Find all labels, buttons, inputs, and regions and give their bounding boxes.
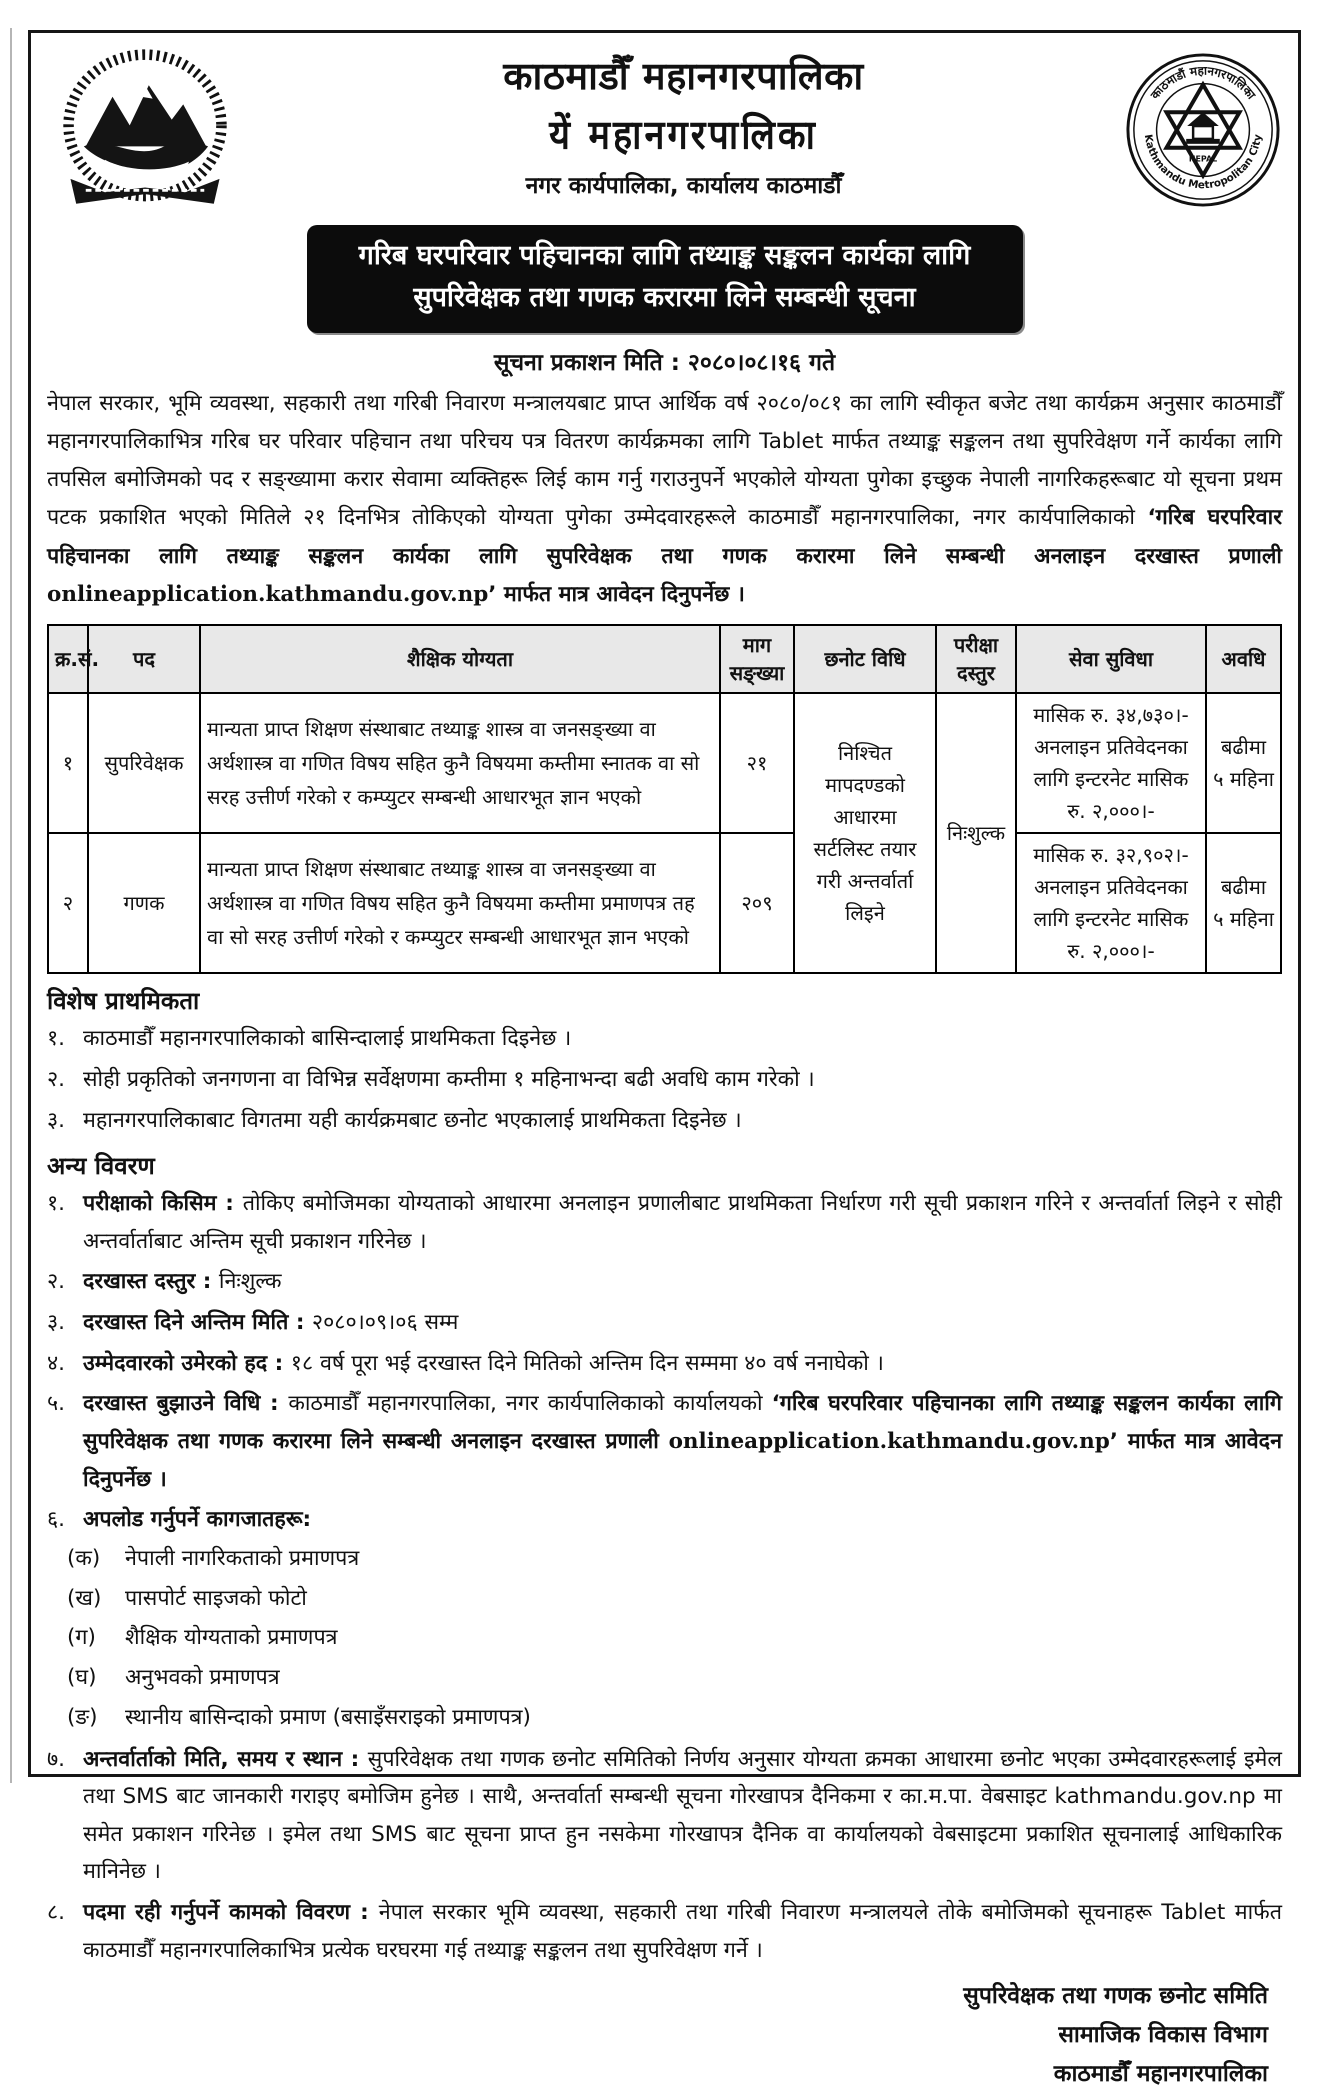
- row2-serial: २: [48, 833, 88, 973]
- banner-line-1: गरिब घरपरिवार पहिचानका लागि तथ्याङ्क सङ्कलन कार्यका लागि: [358, 240, 971, 271]
- upload-documents-list: [67, 1539, 1282, 1738]
- intro-tail-text: ’ मार्फत मात्र आवेदन दिनुपर्नेछ ।: [488, 582, 745, 608]
- item-body: १८ वर्ष पूरा भई दरखास्त दिने मितिको अन्तिम दिन सम्ममा ४० वर्ष ननाघेको ।: [290, 1350, 884, 1376]
- list-item: [47, 1304, 1282, 1342]
- exam-fee-cell: निःशुल्क: [936, 693, 1016, 973]
- doc-number: (ग): [67, 1625, 96, 1651]
- notice-title-banner: [307, 225, 1023, 333]
- doc-number: (ङ): [67, 1704, 98, 1730]
- list-item: [47, 1102, 1282, 1140]
- doc-item: [67, 1618, 1282, 1658]
- publish-date: सूचना प्रकाशन मिति : २०८०।०८।१६ गते: [493, 349, 836, 376]
- list-item: [47, 1385, 1282, 1498]
- intro-paragraph: [47, 385, 1282, 615]
- list-item: [47, 1741, 1282, 1892]
- item-body: तोकिए बमोजिमका योग्यताको आधारमा अनलाइन प्रणालीबाट प्राथमिकता निर्धारण गरी सूची प्रकाशन गरिने र अन्तर्वार्ता लिइने र सोही अन्तर्वार्ताबाट अन्तिम सूची प्रकाशन गरिनेछ ।: [83, 1191, 1283, 1254]
- item-number: ३.: [47, 1107, 66, 1133]
- seal-top-text: काठमाडौं महानगरपालिका: [1147, 63, 1259, 102]
- special-priority-list: [47, 1020, 1282, 1139]
- col-header-exam-fee: परीक्षा दस्तुर: [936, 625, 1016, 693]
- row1-facility: मासिक रु. ३४,७३०।- अनलाइन प्रतिवेदनका लागि इन्टरनेट मासिक रु. २,०००।-: [1016, 693, 1206, 833]
- item-number: ७.: [47, 1746, 66, 1772]
- signature-line-department: सामाजिक विकास विभाग: [1058, 2021, 1268, 2048]
- col-header-selection: छनोट विधि: [794, 625, 936, 693]
- doc-number: (ख): [67, 1585, 102, 1611]
- org-title-ranjana-script: यें महानगरपालिका: [549, 111, 818, 159]
- col-header-serial: क्र.सं.: [48, 625, 88, 693]
- doc-item: [67, 1658, 1282, 1698]
- list-item: [47, 1501, 1282, 1539]
- application-url[interactable]: onlineapplication.kathmandu.gov.np: [47, 582, 489, 608]
- item-body: काठमाडौँ महानगरपालिका, नगर कार्यपालिकाको कार्यालयको: [288, 1391, 772, 1417]
- row1-qualification: मान्यता प्राप्त शिक्षण संस्थाबाट तथ्याङ्क शास्त्र वा जनसङ्ख्या वा अर्थशास्त्र वा गणित विषय सहित कुनै विषयमा कम्तीमा स्नातक वा सो सरह उत्तीर्ण गरेको र कम्प्युटर सम्बन्धी आधारभूत ज्ञान भएको: [200, 693, 720, 833]
- doc-item: [67, 1539, 1282, 1579]
- list-item: [47, 1020, 1282, 1058]
- doc-text: स्थानीय बासिन्दाको प्रमाण (बसाइँसराइको प्रमाणपत्र): [125, 1704, 531, 1730]
- doc-text: नेपाली नागरिकताको प्रमाणपत्र: [125, 1545, 360, 1571]
- item-label: दरखास्त दस्तुर :: [83, 1269, 219, 1295]
- item-label: दरखास्त दिने अन्तिम मिति :: [83, 1310, 312, 1336]
- row1-duration: बढीमा ५ महिना: [1206, 693, 1281, 833]
- other-details-heading: अन्य विवरण: [47, 1152, 155, 1181]
- item-text: [83, 1263, 1282, 1301]
- item-tail-text: ’ मार्फत मात्र आवेदन दिनुपर्नेछ ।: [83, 1428, 1283, 1492]
- item-number: १.: [47, 1026, 66, 1052]
- nepal-government-emblem-icon: [47, 47, 243, 219]
- row1-serial: १: [48, 693, 88, 833]
- intro-text: नेपाल सरकार, भूमि व्यवस्था, सहकारी तथा गरिबी निवारण मन्त्रालयबाट प्राप्त आर्थिक वर्ष २०८०/०८१ का लागि स्वीकृत बजेट तथा कार्यक्रम अनुसार काठमाडौँ महानगरपालिकाभित्र गरिब घर परिवार पहिचान तथा परिचय पत्र वितरण कार्यक्रमका लागि Tablet मार्फत तथ्याङ्क सङ्कलन तथा सुपरिवेक्षण गर्ने कार्यका लागि तपसिल बमोजिमको पद र सङ्ख्यामा करार सेवामा व्यक्तिहरू लिई काम गर्नु गराउनुपर्ने भएकोले योग्यता पुगेका इच्छुक नेपाली नागरिकहरूबाट यो सूचना प्रथम पटक प्रकाशित भएको मितिले २१ दिनभित्र तोकिएको योग्यता पुगेका उम्मेदवारहरूले काठमाडौँ महानगरपालिका, नगर कार्यपालिकाको: [47, 390, 1282, 531]
- org-title: काठमाडौँ महानगरपालिका: [503, 54, 864, 98]
- list-item: [47, 1345, 1282, 1383]
- item-text: महानगरपालिकाबाट विगतमा यही कार्यक्रमबाट छनोट भएकालाई प्राथमिकता दिइनेछ ।: [83, 1107, 742, 1133]
- item-label: परीक्षाको किसिम :: [83, 1191, 243, 1217]
- kathmandu-metropolitan-seal-icon: [1124, 51, 1282, 209]
- item-number: २.: [47, 1066, 66, 1092]
- doc-item: [67, 1698, 1282, 1738]
- doc-text: शैक्षिक योग्यताको प्रमाणपत्र: [125, 1625, 338, 1651]
- item-text: सोही प्रकृतिको जनगणना वा विभिन्न सर्वेक्षणमा कम्तीमा १ महिनाभन्दा बढी अवधि काम गरेको ।: [83, 1066, 815, 1092]
- notice-page: [28, 30, 1301, 2087]
- vacancy-table: [47, 624, 1282, 974]
- item-text: [83, 1741, 1282, 1892]
- list-item: [47, 1061, 1282, 1099]
- doc-number: (घ): [67, 1665, 97, 1691]
- col-header-quota: माग सङ्ख्या: [720, 625, 794, 693]
- list-item: [47, 1185, 1282, 1260]
- list-item: [47, 1894, 1282, 1969]
- col-header-post: पद: [88, 625, 200, 693]
- application-url[interactable]: onlineapplication.kathmandu.gov.np: [668, 1428, 1110, 1454]
- item-text: [83, 1385, 1282, 1498]
- header: [47, 45, 1282, 219]
- org-subtitle: नगर कार्यपालिका, कार्यालय काठमाडौँ: [525, 173, 842, 199]
- col-header-duration: अवधि: [1206, 625, 1281, 693]
- item-label: अन्तर्वार्ताको मिति, समय र स्थान :: [83, 1746, 368, 1772]
- special-priority-heading: विशेष प्राथमिकता: [47, 987, 200, 1016]
- item-number: ४.: [47, 1350, 66, 1376]
- item-text: [83, 1894, 1282, 1969]
- signature-line-committee: सुपरिवेक्षक तथा गणक छनोट समिति: [963, 1983, 1268, 2010]
- header-titles: [243, 45, 1124, 200]
- intro-bold-text: ‘गरिब घरपरिवार पहिचानका लागि तथ्याङ्क सङ्कलन कार्यका लागि सुपरिवेक्षक तथा गणक करारमा लिने सम्बन्धी अनलाइन दरखास्त प्रणाली: [47, 505, 1282, 569]
- selection-method-cell: निश्चित मापदण्डको आधारमा सर्टलिस्ट तयार गरी अन्तर्वार्ता लिइने: [794, 693, 936, 973]
- item-bold-text: ‘गरिब घरपरिवार पहिचानका लागि तथ्याङ्क सङ्कलन कार्यका लागि सुपरिवेक्षक तथा गणक करारमा लिने सम्बन्धी अनलाइन दरखास्त प्रणाली: [83, 1391, 1282, 1454]
- row1-post: सुपरिवेक्षक: [88, 693, 200, 833]
- row2-post: गणक: [88, 833, 200, 973]
- item-number: २.: [47, 1269, 66, 1295]
- row2-quota: २०९: [720, 833, 794, 973]
- row2-duration: बढीमा ५ महिना: [1206, 833, 1281, 973]
- row2-qualification: मान्यता प्राप्त शिक्षण संस्थाबाट तथ्याङ्क शास्त्र वा जनसङ्ख्या वा अर्थशास्त्र वा गणित विषय सहित कुनै विषयमा कम्तीमा प्रमाणपत्र तह वा सो सरह उत्तीर्ण गरेको र कम्प्युटर सम्बन्धी आधारभूत ज्ञान भएको: [200, 833, 720, 973]
- signature-block: [47, 1977, 1282, 2093]
- item-number: ८.: [47, 1900, 66, 1926]
- item-number: ५.: [47, 1391, 66, 1417]
- col-header-qualification: शैक्षिक योग्यता: [200, 625, 720, 693]
- other-details-list: [47, 1185, 1282, 1969]
- table-row: [48, 833, 1281, 973]
- item-text: [83, 1304, 1282, 1342]
- item-text: काठमाडौँ महानगरपालिकाको बासिन्दालाई प्राथमिकता दिइनेछ ।: [83, 1026, 572, 1052]
- seal-center-text: NEPAL: [1188, 154, 1218, 164]
- item-text: [83, 1185, 1282, 1260]
- doc-item: [67, 1579, 1282, 1619]
- item-body: २०८०।०९।०६ सम्म: [311, 1310, 459, 1336]
- table-header-row: [48, 625, 1281, 693]
- seal-bottom-text: Kathmandu Metropolitan City: [1141, 133, 1265, 192]
- item-number: १.: [47, 1191, 66, 1217]
- table-row: [48, 693, 1281, 833]
- item-text: [83, 1501, 1282, 1539]
- item-body: सुपरिवेक्षक तथा गणक छनोट समितिको निर्णय अनुसार योग्यता क्रमका आधारमा छनोट भएका उम्मेदवारहरूलाई इमेल तथा SMS बाट जानकारी गराइए बमोजिम हुनेछ । साथै, अन्तर्वार्ता सम्बन्धी सूचना गोरखापत्र दैनिकमा र का.म.पा. वेबसाइट kathmandu.gov.np मा समेत प्रकाशन गरिनेछ । इमेल तथा SMS बाट सूचना प्राप्त हुन नसकेमा गोरखापत्र दैनिक वा कार्यालयको वेबसाइटमा प्रकाशित सूचनालाई आधिकारिक मानिनेछ ।: [83, 1746, 1282, 1885]
- doc-text: अनुभवको प्रमाणपत्र: [125, 1665, 280, 1691]
- item-body: नेपाल सरकार भूमि व्यवस्था, सहकारी तथा गरिबी निवारण मन्त्रालयले तोके बमोजिमको सूचनाहरू Tablet मार्फत काठमाडौँ महानगरपालिकाभित्र प्रत्येक घरघरमा गई तथ्याङ्क सङ्कलन तथा सुपरिवेक्षण गर्ने ।: [83, 1900, 1282, 1963]
- doc-number: (क): [67, 1545, 101, 1571]
- col-header-facility: सेवा सुविधा: [1016, 625, 1206, 693]
- item-label: पदमा रही गर्नुपर्ने कामको विवरण :: [83, 1900, 379, 1926]
- item-number: ३.: [47, 1310, 66, 1336]
- signature-line-city: काठमाडौँ महानगरपालिका: [1053, 2060, 1268, 2087]
- list-item: [47, 1263, 1282, 1301]
- item-number: ६.: [47, 1507, 66, 1533]
- row1-quota: २१: [720, 693, 794, 833]
- item-label: अपलोड गर्नुपर्ने कागजातहरू:: [83, 1507, 312, 1533]
- doc-text: पासपोर्ट साइजको फोटो: [125, 1585, 307, 1611]
- item-body: निःशुल्क: [218, 1269, 282, 1295]
- scan-edge-artifact: [10, 28, 12, 1783]
- row2-facility: मासिक रु. ३२,९०२।- अनलाइन प्रतिवेदनका लागि इन्टरनेट मासिक रु. २,०००।-: [1016, 833, 1206, 973]
- item-label: उम्मेदवारको उमेरको हद :: [83, 1350, 291, 1376]
- item-text: [83, 1345, 1282, 1383]
- item-label: दरखास्त बुझाउने विधि :: [83, 1391, 289, 1417]
- banner-line-2: सुपरिवेक्षक तथा गणक करारमा लिने सम्बन्धी सूचना: [413, 281, 916, 313]
